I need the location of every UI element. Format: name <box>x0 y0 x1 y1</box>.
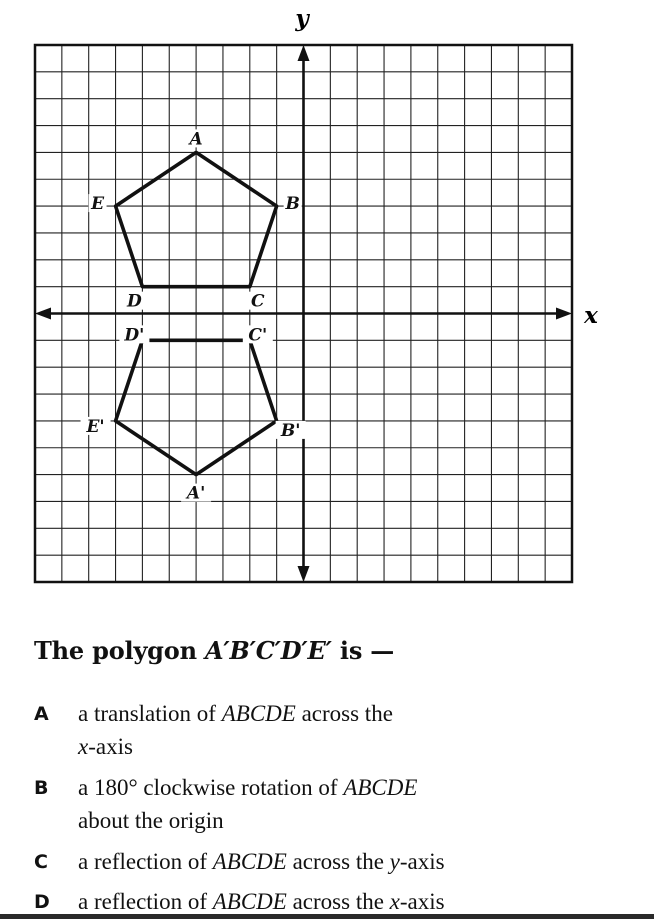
question-prefix: The polygon <box>34 636 197 665</box>
vertex-label: E' <box>86 416 105 437</box>
choice-text-part: -axis <box>399 849 445 874</box>
vertex-label: B' <box>280 420 301 441</box>
question-suffix: is — <box>339 636 395 665</box>
vertex-label: E <box>91 194 105 215</box>
choice-text <box>78 771 618 837</box>
choice-text-part: a reflection of <box>78 889 213 914</box>
choice-axis-variable: y <box>389 849 400 874</box>
question-text <box>34 636 394 665</box>
question-polygon-name: A′B′C′D′E′ <box>204 636 332 665</box>
vertex-label: A <box>189 129 203 150</box>
y-axis-arrow-up <box>298 45 310 61</box>
choice-polygon: ABCDE <box>212 849 287 874</box>
choice-polygon: ABCDE <box>221 701 296 726</box>
choice-letter: D <box>34 891 50 913</box>
choice-text-part: across the <box>295 701 393 726</box>
choice-text-part: -axis <box>399 889 445 914</box>
vertex-label: D <box>127 291 142 312</box>
choice-text-part: -axis <box>88 734 133 759</box>
bottom-border <box>0 914 654 919</box>
x-axis-label: x <box>584 302 598 329</box>
x-axis-arrow-right <box>556 308 572 320</box>
choice-text-part: across the <box>286 849 390 874</box>
choice-polygon: ABCDE <box>343 775 418 800</box>
choice-polygon: ABCDE <box>212 889 287 914</box>
choice-text-part: across the <box>286 889 390 914</box>
choice-letter: B <box>34 777 49 799</box>
y-axis-label: y <box>295 5 309 32</box>
choice-axis-variable: x <box>389 889 400 914</box>
vertex-label: C <box>251 291 265 312</box>
choice-text <box>78 845 618 878</box>
choice-axis-variable: x <box>78 734 89 759</box>
choice-text-part: a translation of <box>78 701 222 726</box>
choice-letter: A <box>34 703 49 725</box>
vertex-label: C' <box>248 325 268 346</box>
choice-text <box>78 697 618 763</box>
choice-text-part: a 180° clockwise rotation of <box>78 775 344 800</box>
choice-text-part: a reflection of <box>78 849 213 874</box>
x-axis-arrow-left <box>35 308 51 320</box>
y-axis-arrow-down <box>298 566 310 582</box>
vertex-label: B <box>285 194 300 215</box>
choice-text-part: about the origin <box>78 808 224 833</box>
vertex-label: A' <box>186 483 206 504</box>
choice-letter: C <box>34 851 48 873</box>
vertex-label: D' <box>124 325 145 346</box>
